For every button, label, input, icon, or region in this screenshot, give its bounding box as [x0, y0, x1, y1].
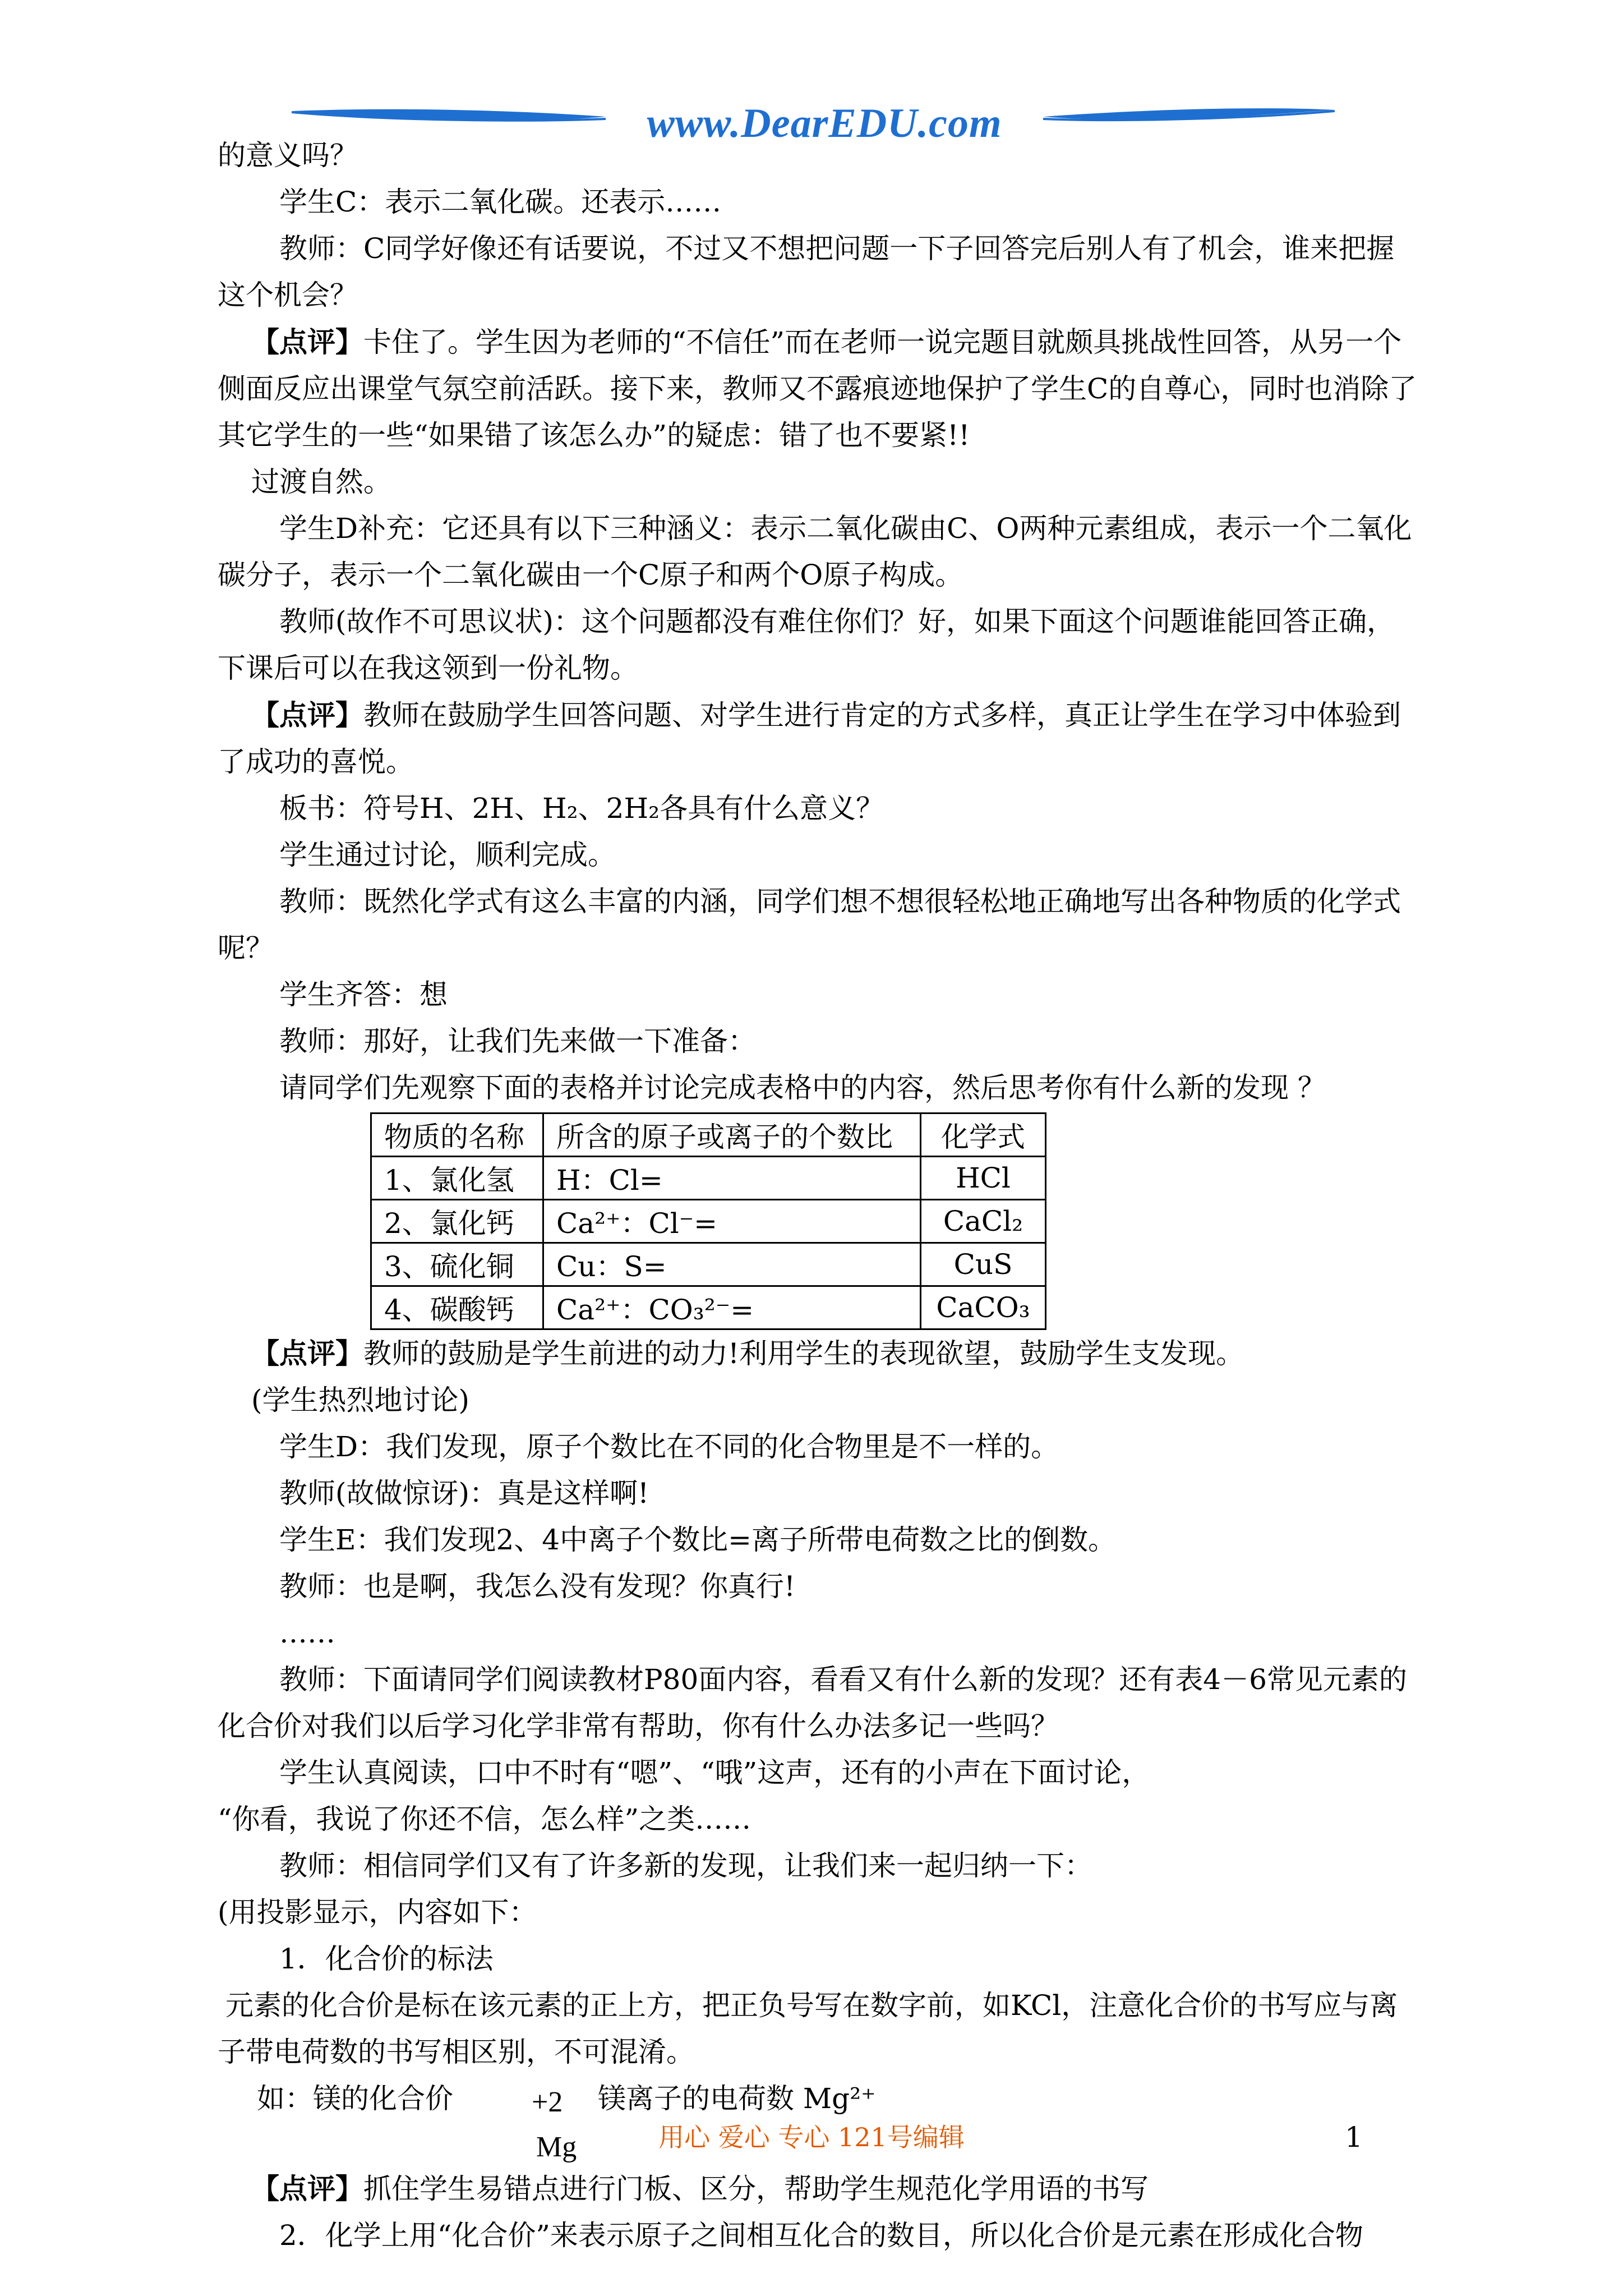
- paragraph: 1．化合价的标法: [279, 1943, 494, 1975]
- paragraph: 学生D补充：它还具有以下三种涵义：表示二氧化碳由C、O两种元素组成，表示一个二氧化碳分子，表示一个二氧化碳由一个C原子和两个O原子构成。: [218, 512, 1412, 591]
- paragraph: 教师(故做惊讶)：真是这样啊!: [279, 1477, 649, 1510]
- comment-paragraph: [218, 319, 1419, 459]
- comment-text: 卡住了。学生因为老师的“不信任”而在老师一说完题目就颇具挑战性回答，从另一个侧面反应出课堂气氛空前活跃。接下来，教师又不露痕迹地保护了学生C的自尊心，同时也消除了其它学生的一些“如果错了该怎么办”的疑虑：错了也不要紧!!: [218, 326, 1417, 452]
- paragraph: 教师：既然化学式有这么丰富的内涵，同学们想不想很轻松地正确地写出各种物质的化学式呢？: [218, 885, 1401, 964]
- comment-tag: 【点评】: [251, 1337, 363, 1370]
- table-cell: Ca²⁺：CO₃²⁻=: [543, 1286, 921, 1329]
- footer-text: 用心 爱心 专心 121号编辑: [658, 2122, 965, 2152]
- paragraph: 请同学们先观察下面的表格并讨论完成表格中的内容，然后思考你有什么新的发现 ？: [279, 1071, 1326, 1104]
- compound-table: [370, 1112, 1046, 1330]
- table-cell: Cu：S=: [543, 1243, 921, 1286]
- ion-charge-label: 镁离子的电荷数 Mg²⁺: [598, 2082, 876, 2115]
- table-cell: CuS: [921, 1243, 1046, 1286]
- comment-paragraph: [218, 692, 1419, 785]
- example-label: 如：镁的化合价: [257, 2082, 453, 2115]
- comment-text: 教师的鼓励是学生前进的动力!利用学生的表现欲望，鼓励学生支发现。: [363, 1337, 1244, 1370]
- table-row: [371, 1286, 1046, 1329]
- paragraph: 教师：也是啊，我怎么没有发现？你真行!: [279, 1570, 796, 1603]
- paragraph: 学生E：我们发现2、4中离子个数比=离子所带电荷数之比的倒数。: [279, 1524, 1117, 1556]
- comment-tag: 【点评】: [251, 2172, 363, 2205]
- table-cell: 3、硫化铜: [371, 1243, 543, 1286]
- comment-paragraph: [218, 1330, 1419, 1377]
- table-row: [371, 1200, 1046, 1243]
- table-cell: 4、碳酸钙: [371, 1286, 543, 1329]
- table-cell: Ca²⁺：Cl⁻=: [543, 1200, 921, 1243]
- table-cell: HCl: [921, 1157, 1046, 1200]
- valence-mark: +2: [532, 2086, 563, 2118]
- paragraph: 学生D：我们发现，原子个数比在不同的化合物里是不一样的。: [279, 1430, 1059, 1463]
- paragraph: “你看，我说了你还不信，怎么样”之类……: [218, 1803, 751, 1835]
- paragraph: (学生热烈地讨论): [251, 1384, 470, 1416]
- paragraph: 过渡自然。: [251, 466, 391, 498]
- paragraph: 教师：那好，让我们先来做一下准备：: [279, 1025, 756, 1057]
- paragraph: (用投影显示，内容如下：: [218, 1896, 537, 1929]
- table-cell: CaCl₂: [921, 1200, 1046, 1243]
- paragraph: 学生通过讨论，顺利完成。: [279, 839, 616, 871]
- table-cell: 1、氯化氢: [371, 1157, 543, 1200]
- paragraph: 学生齐答：想: [279, 978, 448, 1011]
- paragraph: 2．化学上用“化合价”来表示原子之间相互化合的数目，所以化合价是元素在形成化合物: [279, 2219, 1363, 2252]
- paragraph: 学生C：表示二氧化碳。还表示……: [279, 186, 722, 218]
- table-header: 所含的原子或离子的个数比: [543, 1114, 921, 1157]
- paragraph: ……: [279, 1617, 335, 1649]
- comment-tag: 【点评】: [251, 325, 363, 358]
- paragraph: 教师(故作不可思议状)：这个问题都没有难住你们？好，如果下面这个问题谁能回答正确，下课后可以在我这领到一份礼物。: [218, 605, 1395, 684]
- table-row: [371, 1243, 1046, 1286]
- table-header-row: [371, 1114, 1046, 1157]
- document-body: [218, 132, 1419, 2259]
- comment-tag: 【点评】: [251, 698, 363, 731]
- comment-paragraph: [218, 2165, 1419, 2212]
- paragraph: 教师：C同学好像还有话要说，不过又不想把问题一下子回答完后别人有了机会，谁来把握这个机会？: [218, 232, 1395, 311]
- page-number: 1: [1345, 2121, 1363, 2154]
- table-header: 物质的名称: [371, 1114, 543, 1157]
- table-header: 化学式: [921, 1114, 1046, 1157]
- paragraph: 元素的化合价是标在该元素的正上方，把正负号写在数字前，如KCl，注意化合价的书写应与离子带电荷数的书写相区别，不可混淆。: [218, 1989, 1398, 2068]
- paragraph: 的意义吗？: [218, 139, 358, 172]
- site-logo-text[interactable]: www.DearEDU.com: [647, 100, 1002, 146]
- comment-text: 教师在鼓励学生回答问题、对学生进行肯定的方式多样，真正让学生在学习中体验到了成功的喜悦。: [218, 699, 1401, 778]
- table-cell: CaCO₃: [921, 1286, 1046, 1329]
- comment-text: 抓住学生易错点进行门板、区分，帮助学生规范化学用语的书写: [363, 2173, 1149, 2205]
- table-cell: H：Cl=: [543, 1157, 921, 1200]
- element-symbol: Mg: [536, 2131, 577, 2163]
- table-row: [371, 1157, 1046, 1200]
- paragraph: 学生认真阅读，口中不时有“嗯”、“哦”这声，还有的小声在下面讨论，: [279, 1756, 1150, 1789]
- table-cell: 2、氯化钙: [371, 1200, 543, 1243]
- paragraph: 教师：相信同学们又有了许多新的发现，让我们来一起归纳一下：: [279, 1849, 1092, 1882]
- paragraph: 板书：符号H、2H、H₂、2H₂各具有什么意义？: [279, 792, 884, 825]
- paragraph: 教师：下面请同学们阅读教材P80面内容，看看又有什么新的发现？还有表4－6常见元素的化合价对我们以后学习化学非常有帮助，你有什么办法多记一些吗？: [218, 1663, 1407, 1742]
